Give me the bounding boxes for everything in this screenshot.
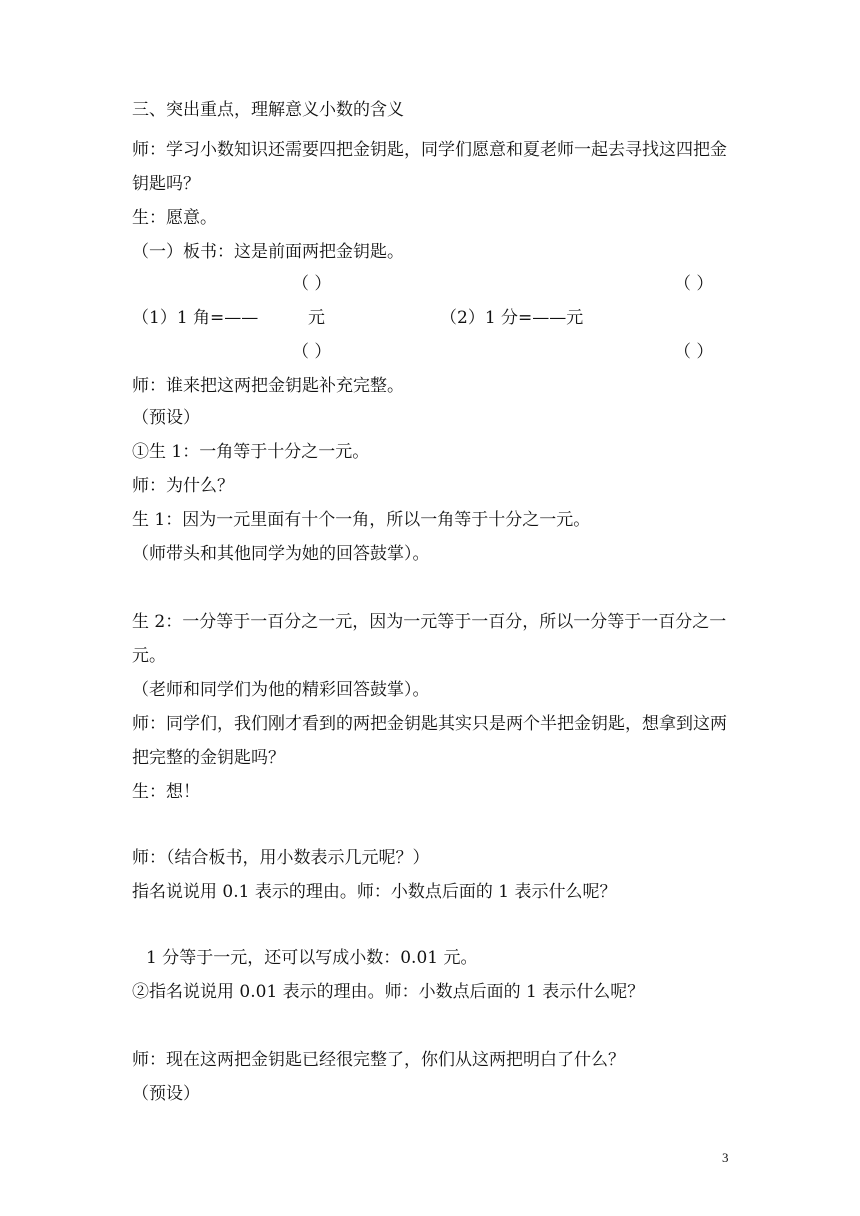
text-line: 元。: [132, 646, 166, 666]
text-line: ②指名说说用 0.01 表示的理由。师：小数点后面的 1 表示什么呢？: [132, 982, 645, 1002]
text-line: 生 2：一分等于一百分之一元，因为一元等于一百分，所以一分等于一百分之一: [132, 612, 727, 632]
fraction-equation-1-unit: 元: [308, 308, 325, 328]
text-line: 师：现在这两把金钥匙已经很完整了，你们从这两把明白了什么？: [132, 1050, 625, 1070]
fraction-blank-numerator-2: （ ）: [674, 274, 714, 294]
text-line: （预设）: [132, 408, 200, 428]
text-line: （老师和同学们为他的精彩回答鼓掌）。: [132, 680, 430, 700]
fraction-blank-denominator-2: （ ）: [674, 342, 714, 362]
text-line: 把完整的金钥匙吗？: [132, 748, 285, 768]
text-line: 指名说说用 0.1 表示的理由。师：小数点后面的 1 表示什么呢？: [132, 882, 617, 902]
text-line: （一）板书：这是前面两把金钥匙。: [132, 242, 404, 262]
text-line: 钥匙吗？: [132, 174, 200, 194]
text-line: 生 1：因为一元里面有十个一角，所以一角等于十分之一元。: [132, 510, 591, 530]
text-line: 师：（结合板书，用小数表示几元呢？）: [132, 848, 430, 868]
text-line: 师：学习小数知识还需要四把金钥匙，同学们愿意和夏老师一起去寻找这四把金: [132, 140, 727, 160]
text-line: 师：同学们，我们刚才看到的两把金钥匙其实只是两个半把金钥匙，想拿到这两: [132, 714, 727, 734]
fraction-equation-1: （1）1 角=——: [132, 308, 259, 328]
text-line: 生：想！: [132, 782, 200, 802]
fraction-blank-denominator-1: （ ）: [292, 342, 332, 362]
text-line: 师：谁来把这两把金钥匙补充完整。: [132, 376, 404, 396]
fraction-equation-2: （2）1 分=——元: [440, 308, 584, 328]
fraction-blank-numerator-1: （ ）: [292, 274, 332, 294]
text-line: 生：愿意。: [132, 208, 217, 228]
text-line: （师带头和其他同学为她的回答鼓掌）。: [132, 544, 430, 564]
text-line: 1 分等于一元，还可以写成小数：0.01 元。: [146, 948, 478, 968]
page-number: 3: [722, 1150, 729, 1165]
text-line: ①生 1：一角等于十分之一元。: [132, 442, 370, 462]
text-line: （预设）: [132, 1084, 200, 1104]
text-line: 师：为什么？: [132, 476, 234, 496]
section-heading: 三、突出重点，理解意义小数的含义: [132, 100, 404, 120]
